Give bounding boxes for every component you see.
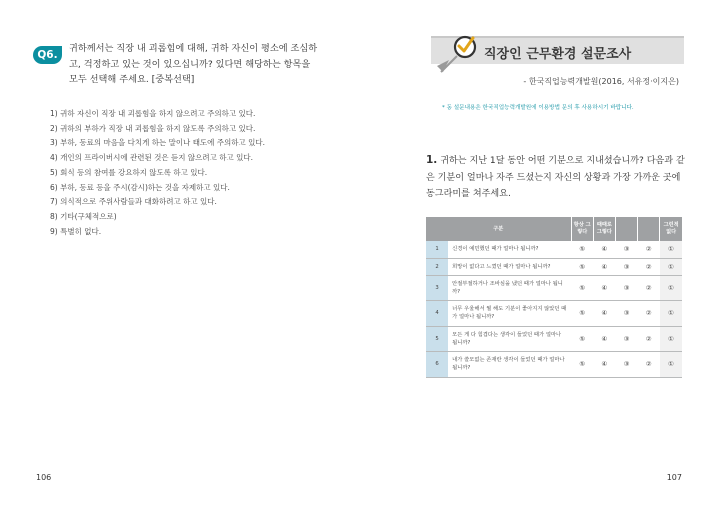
header-category: 구분 [426,217,571,241]
score-option[interactable]: ② [638,258,660,275]
score-option[interactable]: ① [660,326,682,352]
score-option[interactable]: ⑤ [571,258,593,275]
table-header-row [426,217,682,241]
score-option[interactable]: ① [660,275,682,301]
score-option[interactable]: ① [660,301,682,327]
survey-table [426,217,682,378]
row-item-text: 신경이 예민했던 때가 얼마나 됩니까? [448,241,571,258]
score-option[interactable]: ② [638,301,660,327]
row-number: 5 [426,326,448,352]
checkmark-cursor-icon [435,28,483,74]
header-sometimes: 때때로 그렇다 [593,217,615,241]
option-item: 5) 회식 등의 참여를 강요하지 않도록 하고 있다. [50,167,208,177]
score-option[interactable]: ③ [615,275,637,301]
row-number: 3 [426,275,448,301]
score-option[interactable]: ① [660,258,682,275]
option-item: 7) 의식적으로 주위사람들과 대화하려고 하고 있다. [50,197,217,207]
score-option[interactable]: ⑤ [571,352,593,378]
option-item: 6) 부하, 동료 등을 주시(감시)하는 것을 자제하고 있다. [50,182,230,192]
score-option[interactable]: ④ [593,326,615,352]
score-option[interactable]: ④ [593,258,615,275]
table-row [426,301,682,327]
option-item: 4) 개인의 프라이버시에 관련된 것은 듣지 않으려고 하고 있다. [50,153,254,163]
score-option[interactable]: ⑤ [571,326,593,352]
option-item: 9) 특별히 없다. [50,226,102,236]
right-page [360,0,720,510]
score-option[interactable]: ② [638,241,660,258]
score-option[interactable]: ② [638,352,660,378]
option-item: 1) 귀하 자신이 직장 내 괴롭힘을 하지 않으려고 주의하고 있다. [50,109,256,118]
score-option[interactable]: ③ [615,352,637,378]
row-item-text: 모든 게 다 힘겹다는 생각이 들었던 때가 얼마나 됩니까? [448,326,571,352]
score-option[interactable]: ④ [593,352,615,378]
score-option[interactable]: ① [660,241,682,258]
option-item: 8) 기타(구체적으로) [50,211,117,221]
question-text: 귀하께서는 직장 내 괴롭힘에 대해, 귀하 자신이 평소에 조심하고, 걱정하고 있는 것이 있으십니까? 있다면 해당하는 항목을 모두 선택해 주세요. [중복선택] [69,43,318,85]
source-credit: - 한국직업능력개발원(2016, 서유정·이지은) [523,77,679,86]
row-number: 1 [426,241,448,258]
header-col-4 [638,217,660,241]
question-badge: Q6. [33,46,62,64]
score-option[interactable]: ② [638,275,660,301]
row-number: 4 [426,301,448,327]
survey-question [426,152,688,203]
table-row [426,275,682,301]
score-option[interactable]: ④ [593,275,615,301]
header-never: 그런적 없다 [660,217,682,241]
score-option[interactable]: ④ [593,241,615,258]
score-option[interactable]: ③ [615,301,637,327]
option-item: 3) 부하, 동료의 마음을 다치게 하는 말이나 태도에 주의하고 있다. [50,138,266,148]
score-option[interactable]: ⑤ [571,301,593,327]
header-col-3 [615,217,637,241]
score-option[interactable]: ⑤ [571,275,593,301]
row-item-text: 너무 우울해서 뭘 해도 기분이 좋아지지 않았던 때가 얼마나 됩니까? [448,301,571,327]
score-option[interactable]: ⑤ [571,241,593,258]
score-option[interactable]: ④ [593,301,615,327]
usage-note: * 동 설문내용은 한국직업능력개발원에 이용방법 문의 후 사용하시기 바랍니다. [442,105,634,111]
row-item-text: 안절부절하거나 조바심을 냈던 때가 얼마나 됩니까? [448,275,571,301]
question-number: 1. [426,154,438,166]
table-row [426,241,682,258]
table-row [426,258,682,275]
banner-title: 직장인 근무환경 설문조사 [484,47,632,62]
option-item: 2) 귀하의 부하가 직장 내 괴롭힘을 하지 않도록 주의하고 있다. [50,123,256,133]
table-row [426,352,682,378]
question-text: 귀하는 지난 1달 동안 어떤 기분으로 지내셨습니까? 다음과 같은 기분이 얼마나 자주 드셨는지 자신의 상황과 가장 가까운 곳에 동그라미를 쳐주세요. [426,156,685,199]
score-option[interactable]: ③ [615,258,637,275]
score-option[interactable]: ③ [615,326,637,352]
score-option[interactable]: ① [660,352,682,378]
page-number: 107 [666,473,682,482]
row-number: 6 [426,352,448,378]
header-always: 항상 그렇다 [571,217,593,241]
score-option[interactable]: ② [638,326,660,352]
score-option[interactable]: ③ [615,241,637,258]
row-number: 2 [426,258,448,275]
row-item-text: 희망이 없다고 느꼈던 때가 얼마나 됩니까? [448,258,571,275]
table-row [426,326,682,352]
page-number: 106 [36,473,52,482]
option-list [50,107,330,239]
row-item-text: 내가 쓸모없는 존재란 생각이 들었던 때가 얼마나 됩니까? [448,352,571,378]
